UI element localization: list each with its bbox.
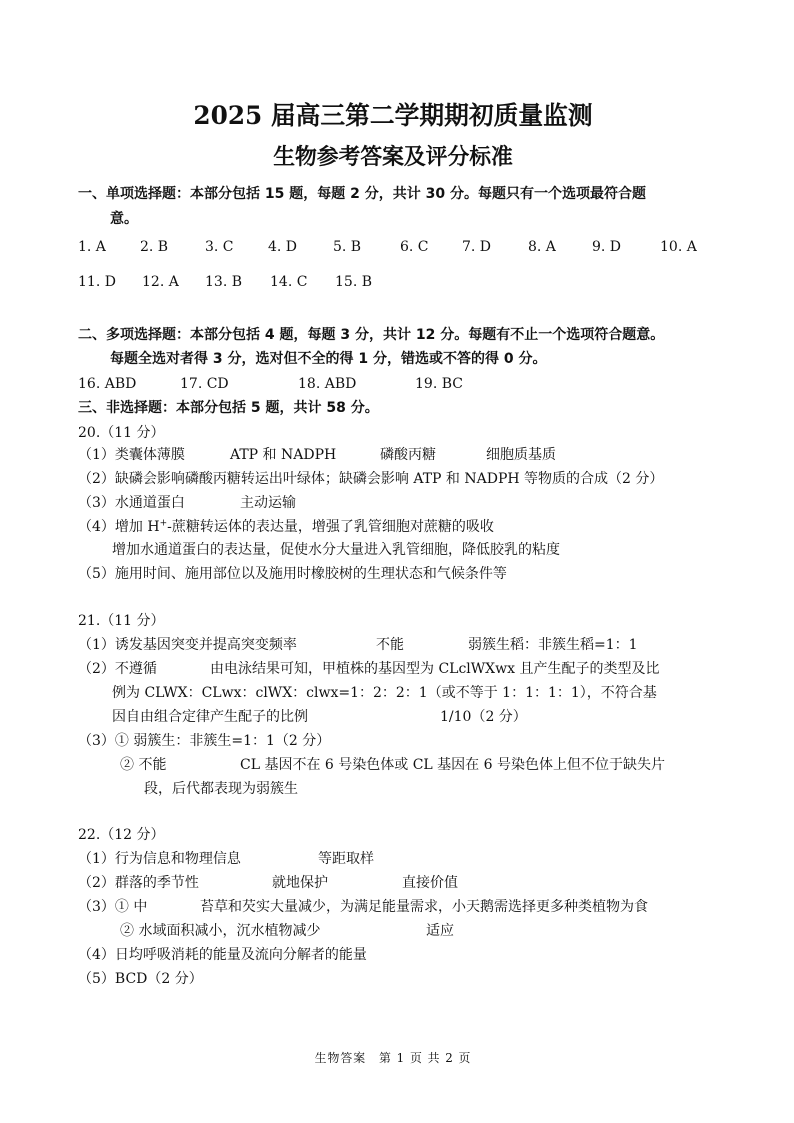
q20-p2: （2）缺磷会影响磷酸丙糖转运出叶绿体；缺磷会影响 ATP 和 NADPH 等物质的合成（2 分） <box>78 471 664 487</box>
q21-p2-line2: 例为 CLWX：CLwx：clWX：clwx=1：2：2：1（或不等于 1：1：1：1），不符合基 <box>112 685 657 701</box>
page-title: 2025 届高三第二学期期初质量监测 <box>193 101 593 130</box>
answer-4: 4. D <box>268 239 298 255</box>
q22-p5: （5）BCD（2 分） <box>78 971 203 987</box>
answer-13: 13. B <box>205 274 243 290</box>
q21-p2-b: 由电泳结果可知，甲植株的基因型为 CLclWXwx 且产生配子的类型及比 <box>210 661 660 677</box>
answer-18: 18. ABD <box>298 376 357 392</box>
q22-p4: （4）日均呼吸消耗的能量及流向分解者的能量 <box>78 947 367 963</box>
q20-p1-b: ATP 和 NADPH <box>230 447 337 463</box>
answer-1: 1. A <box>78 239 106 255</box>
q22-title: 22.（12 分） <box>78 827 165 843</box>
q21-p1-b: 不能 <box>376 637 404 653</box>
q21-p3-line1: （3）① 弱簇生：非簇生=1：1（2 分） <box>78 733 331 749</box>
answer-15: 15. B <box>335 274 373 290</box>
q21-p1-c: 弱簇生稻：非簇生稻=1：1 <box>468 637 638 653</box>
q20-p5: （5）施用时间、施用部位以及施用时橡胶树的生理状态和气候条件等 <box>78 566 507 582</box>
answer-5: 5. B <box>333 239 362 255</box>
q22-p1-a: （1）行为信息和物理信息 <box>78 851 241 867</box>
answer-2: 2. B <box>140 239 169 255</box>
section1-heading-cont: 意。 <box>110 211 138 227</box>
q22-p2-a: （2）群落的季节性 <box>78 875 199 891</box>
answer-7: 7. D <box>462 239 492 255</box>
q20-title: 20.（11 分） <box>78 425 165 441</box>
answer-9: 9. D <box>592 239 622 255</box>
q20-p4-line2: 增加水通道蛋白的表达量，促使水分大量进入乳管细胞，降低胶乳的粘度 <box>112 542 560 558</box>
q22-p2-c: 直接价值 <box>402 875 458 891</box>
page-footer: 生物答案 第 1 页 共 2 页 <box>314 1051 472 1065</box>
q21-p2-line3-b: 1/10（2 分） <box>440 709 527 725</box>
section2-heading: 二、多项选择题：本部分包括 4 题，每题 3 分，共计 12 分。每题有不止一个选项符合题意。 <box>78 327 665 343</box>
q20-p3-a: （3）水通道蛋白 <box>78 495 185 511</box>
q21-p3-line2-b: CL 基因不在 6 号染色体或 CL 基因在 6 号染色体上但不位于缺失片 <box>240 757 665 773</box>
section2-heading-cont: 每题全选对者得 3 分，选对但不全的得 1 分，错选或不答的得 0 分。 <box>110 351 547 367</box>
q22-p3-line2-a: ② 水域面积减小，沉水植物减少 <box>120 923 321 939</box>
q21-p3-line2-a: ② 不能 <box>120 757 167 773</box>
answer-11: 11. D <box>78 274 116 290</box>
q22-p3-b: 苔草和芡实大量减少，为满足能量需求，小天鹅需选择更多种类植物为食 <box>200 899 648 915</box>
q21-p3-line3: 段，后代都表现为弱簇生 <box>144 781 298 797</box>
q22-p3-a: （3）① 中 <box>78 899 148 915</box>
q22-p1-b: 等距取样 <box>318 851 374 867</box>
q21-p2-line3-a: 因自由组合定律产生配子的比例 <box>112 709 308 725</box>
q21-p1-a: （1）诱发基因突变并提高突变频率 <box>78 637 297 653</box>
answer-17: 17. CD <box>180 376 229 392</box>
q20-p3-b: 主动运输 <box>240 495 296 511</box>
q20-p1-c: 磷酸丙糖 <box>380 447 436 463</box>
q20-p4-sup: + <box>159 518 168 529</box>
answer-19: 19. BC <box>415 376 463 392</box>
answer-12: 12. A <box>142 274 179 290</box>
answer-8: 8. A <box>528 239 556 255</box>
q22-p2-b: 就地保护 <box>272 875 328 891</box>
answer-3: 3. C <box>205 239 234 255</box>
q20-p4-post: -蔗糖转运体的表达量，增强了乳管细胞对蔗糖的吸收 <box>167 519 494 535</box>
answer-6: 6. C <box>400 239 429 255</box>
q20-p4 <box>78 518 494 536</box>
answer-10: 10. A <box>660 239 697 255</box>
answer-16: 16. ABD <box>78 376 137 392</box>
q22-p3-line2-b: 适应 <box>426 923 454 939</box>
q20-p1-d: 细胞质基质 <box>486 447 556 463</box>
q21-p2-a: （2）不遵循 <box>78 661 157 677</box>
q20-p4-pre: （4）增加 H <box>78 519 160 535</box>
page-subtitle: 生物参考答案及评分标准 <box>273 145 513 170</box>
q20-p1-a: （1）类囊体薄膜 <box>78 447 185 463</box>
section3-heading: 三、非选择题：本部分包括 5 题，共计 58 分。 <box>78 400 379 416</box>
section1-heading: 一、单项选择题：本部分包括 15 题，每题 2 分，共计 30 分。每题只有一个选项最符合题 <box>78 186 646 202</box>
q21-title: 21.（11 分） <box>78 613 165 629</box>
answer-14: 14. C <box>270 274 308 290</box>
